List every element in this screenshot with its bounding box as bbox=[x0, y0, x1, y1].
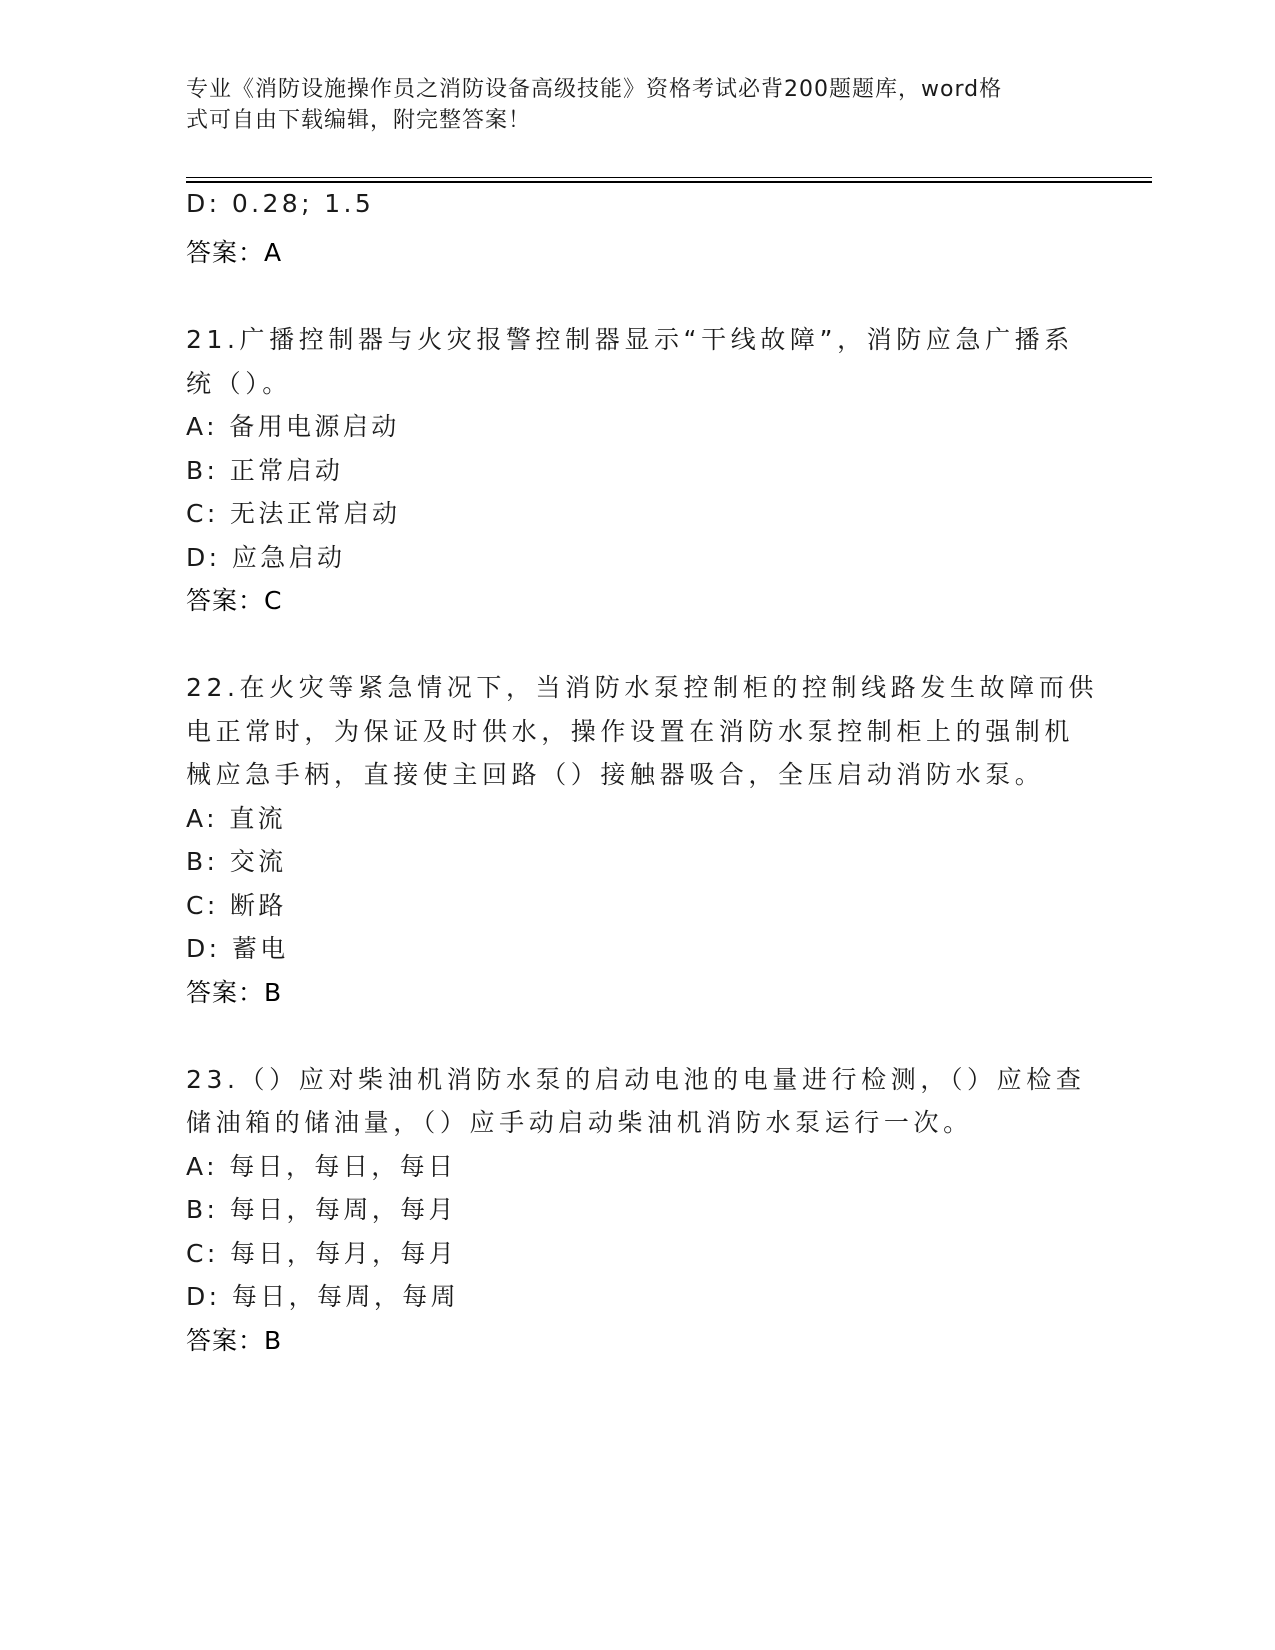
prev-option-d: D: 0.28; 1.5 bbox=[186, 189, 375, 218]
q22-option-c: C: 断路 bbox=[186, 891, 287, 920]
q23-option-a: A: 每日，每日，每日 bbox=[186, 1152, 457, 1181]
q22-stem-line-1: 22.在火灾等紧急情况下，当消防水泵控制柜的控制线路发生故障而供 bbox=[186, 673, 1098, 702]
page-header bbox=[186, 74, 1066, 136]
q23-answer: 答案：B bbox=[186, 1326, 283, 1355]
q22-stem-line-2: 电正常时，为保证及时供水，操作设置在消防水泵控制柜上的强制机 bbox=[186, 717, 1075, 746]
q23-stem-line-2: 储油箱的储油量，（）应手动启动柴油机消防水泵运行一次。 bbox=[186, 1108, 973, 1137]
header-divider-thick bbox=[186, 181, 1152, 183]
q21-stem-line-2: 统（）。 bbox=[186, 369, 292, 398]
q21-option-c: C: 无法正常启动 bbox=[186, 499, 401, 528]
q21-stem-line-1: 21.广播控制器与火灾报警控制器显示“干线故障”，消防应急广播系 bbox=[186, 325, 1074, 354]
q23-stem-line-1: 23.（）应对柴油机消防水泵的启动电池的电量进行检测，（）应检查 bbox=[186, 1065, 1086, 1094]
prev-answer: 答案：A bbox=[186, 238, 283, 267]
q21-option-a: A: 备用电源启动 bbox=[186, 412, 400, 441]
q23-option-c: C: 每日，每月，每月 bbox=[186, 1239, 458, 1268]
q21-option-d: D: 应急启动 bbox=[186, 543, 346, 572]
header-title-line-1: 专业《消防设施操作员之消防设备高级技能》资格考试必背200题题库，word格 bbox=[186, 77, 1003, 102]
q21-answer: 答案：C bbox=[186, 586, 283, 615]
q22-answer: 答案：B bbox=[186, 978, 283, 1007]
q22-option-d: D: 蓄电 bbox=[186, 934, 289, 963]
header-title-line-2: 式可自由下载编辑，附完整答案！ bbox=[186, 108, 532, 133]
q21-option-b: B: 正常启动 bbox=[186, 456, 344, 485]
header-divider-thin bbox=[186, 177, 1152, 178]
q23-option-b: B: 每日，每周，每月 bbox=[186, 1195, 457, 1224]
q23-option-d: D: 每日，每周，每周 bbox=[186, 1282, 460, 1311]
q22-option-b: B: 交流 bbox=[186, 847, 287, 876]
q22-option-a: A: 直流 bbox=[186, 804, 287, 833]
q22-stem-line-3: 械应急手柄，直接使主回路（）接触器吸合，全压启动消防水泵。 bbox=[186, 760, 1045, 789]
